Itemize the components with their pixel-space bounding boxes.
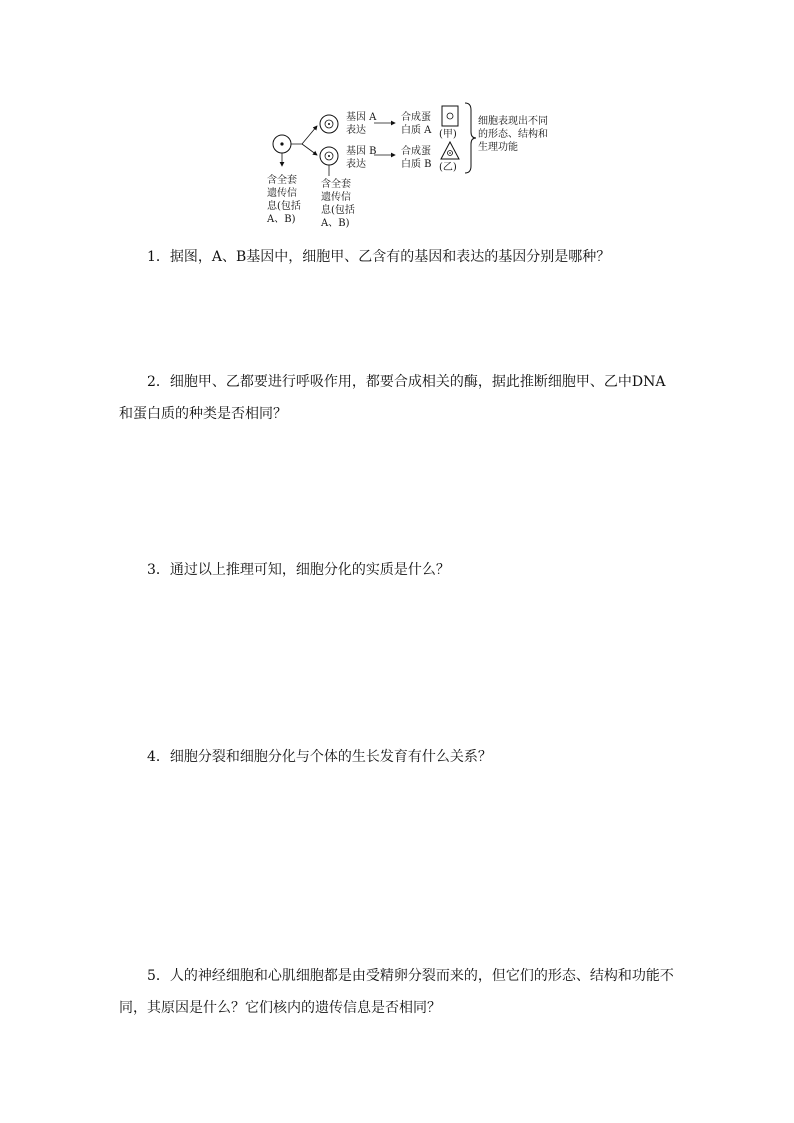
question-1: 1．据图，A、B基因中，细胞甲、乙含有的基因和表达的基因分别是哪种？ [147, 249, 611, 265]
question-2: 2．细胞甲、乙都要进行呼吸作用，都要合成相关的酶，据此推断细胞甲、乙中DNA和蛋白质的种类是否相同？ [119, 374, 666, 422]
child-cell-b-icon [320, 147, 338, 165]
parent-cell-icon [273, 135, 291, 153]
gene-a-label: 基因 A 表达 [346, 112, 377, 136]
child-info-label: 含全套 遗传信 息(包括 A、B) [321, 179, 355, 229]
gene-b-label: 基因 B 表达 [346, 146, 377, 170]
question-5: 5．人的神经细胞和心肌细胞都是由受精卵分裂而来的，但它们的形态、结构和功能不同，其原因是什么？它们核内的遗传信息是否相同？ [119, 968, 674, 1016]
question-3: 3．通过以上推理可知，细胞分化的实质是什么？ [147, 562, 450, 578]
cell-differentiation-diagram [262, 98, 562, 233]
split-arrow-b [302, 144, 317, 155]
parent-info-label: 含全套 遗传信 息(包括 A、B) [267, 175, 301, 225]
child-cell-a-icon [320, 115, 338, 133]
cell-yi-icon [441, 142, 459, 159]
cell-jia-icon [442, 106, 458, 126]
result-label: 细胞表现出不同 的形态、结构和 生理功能 [478, 116, 548, 153]
cell-jia-label: (甲) [439, 129, 457, 140]
question-4: 4．细胞分裂和细胞分化与个体的生长发育有什么关系？ [147, 749, 492, 765]
brace-icon [465, 103, 476, 173]
protein-b-label: 合成蛋 白质 B [401, 146, 432, 170]
split-arrow-a [291, 126, 317, 144]
protein-a-label: 合成蛋 白质 A [401, 112, 432, 136]
cell-yi-label: (乙) [439, 162, 457, 173]
